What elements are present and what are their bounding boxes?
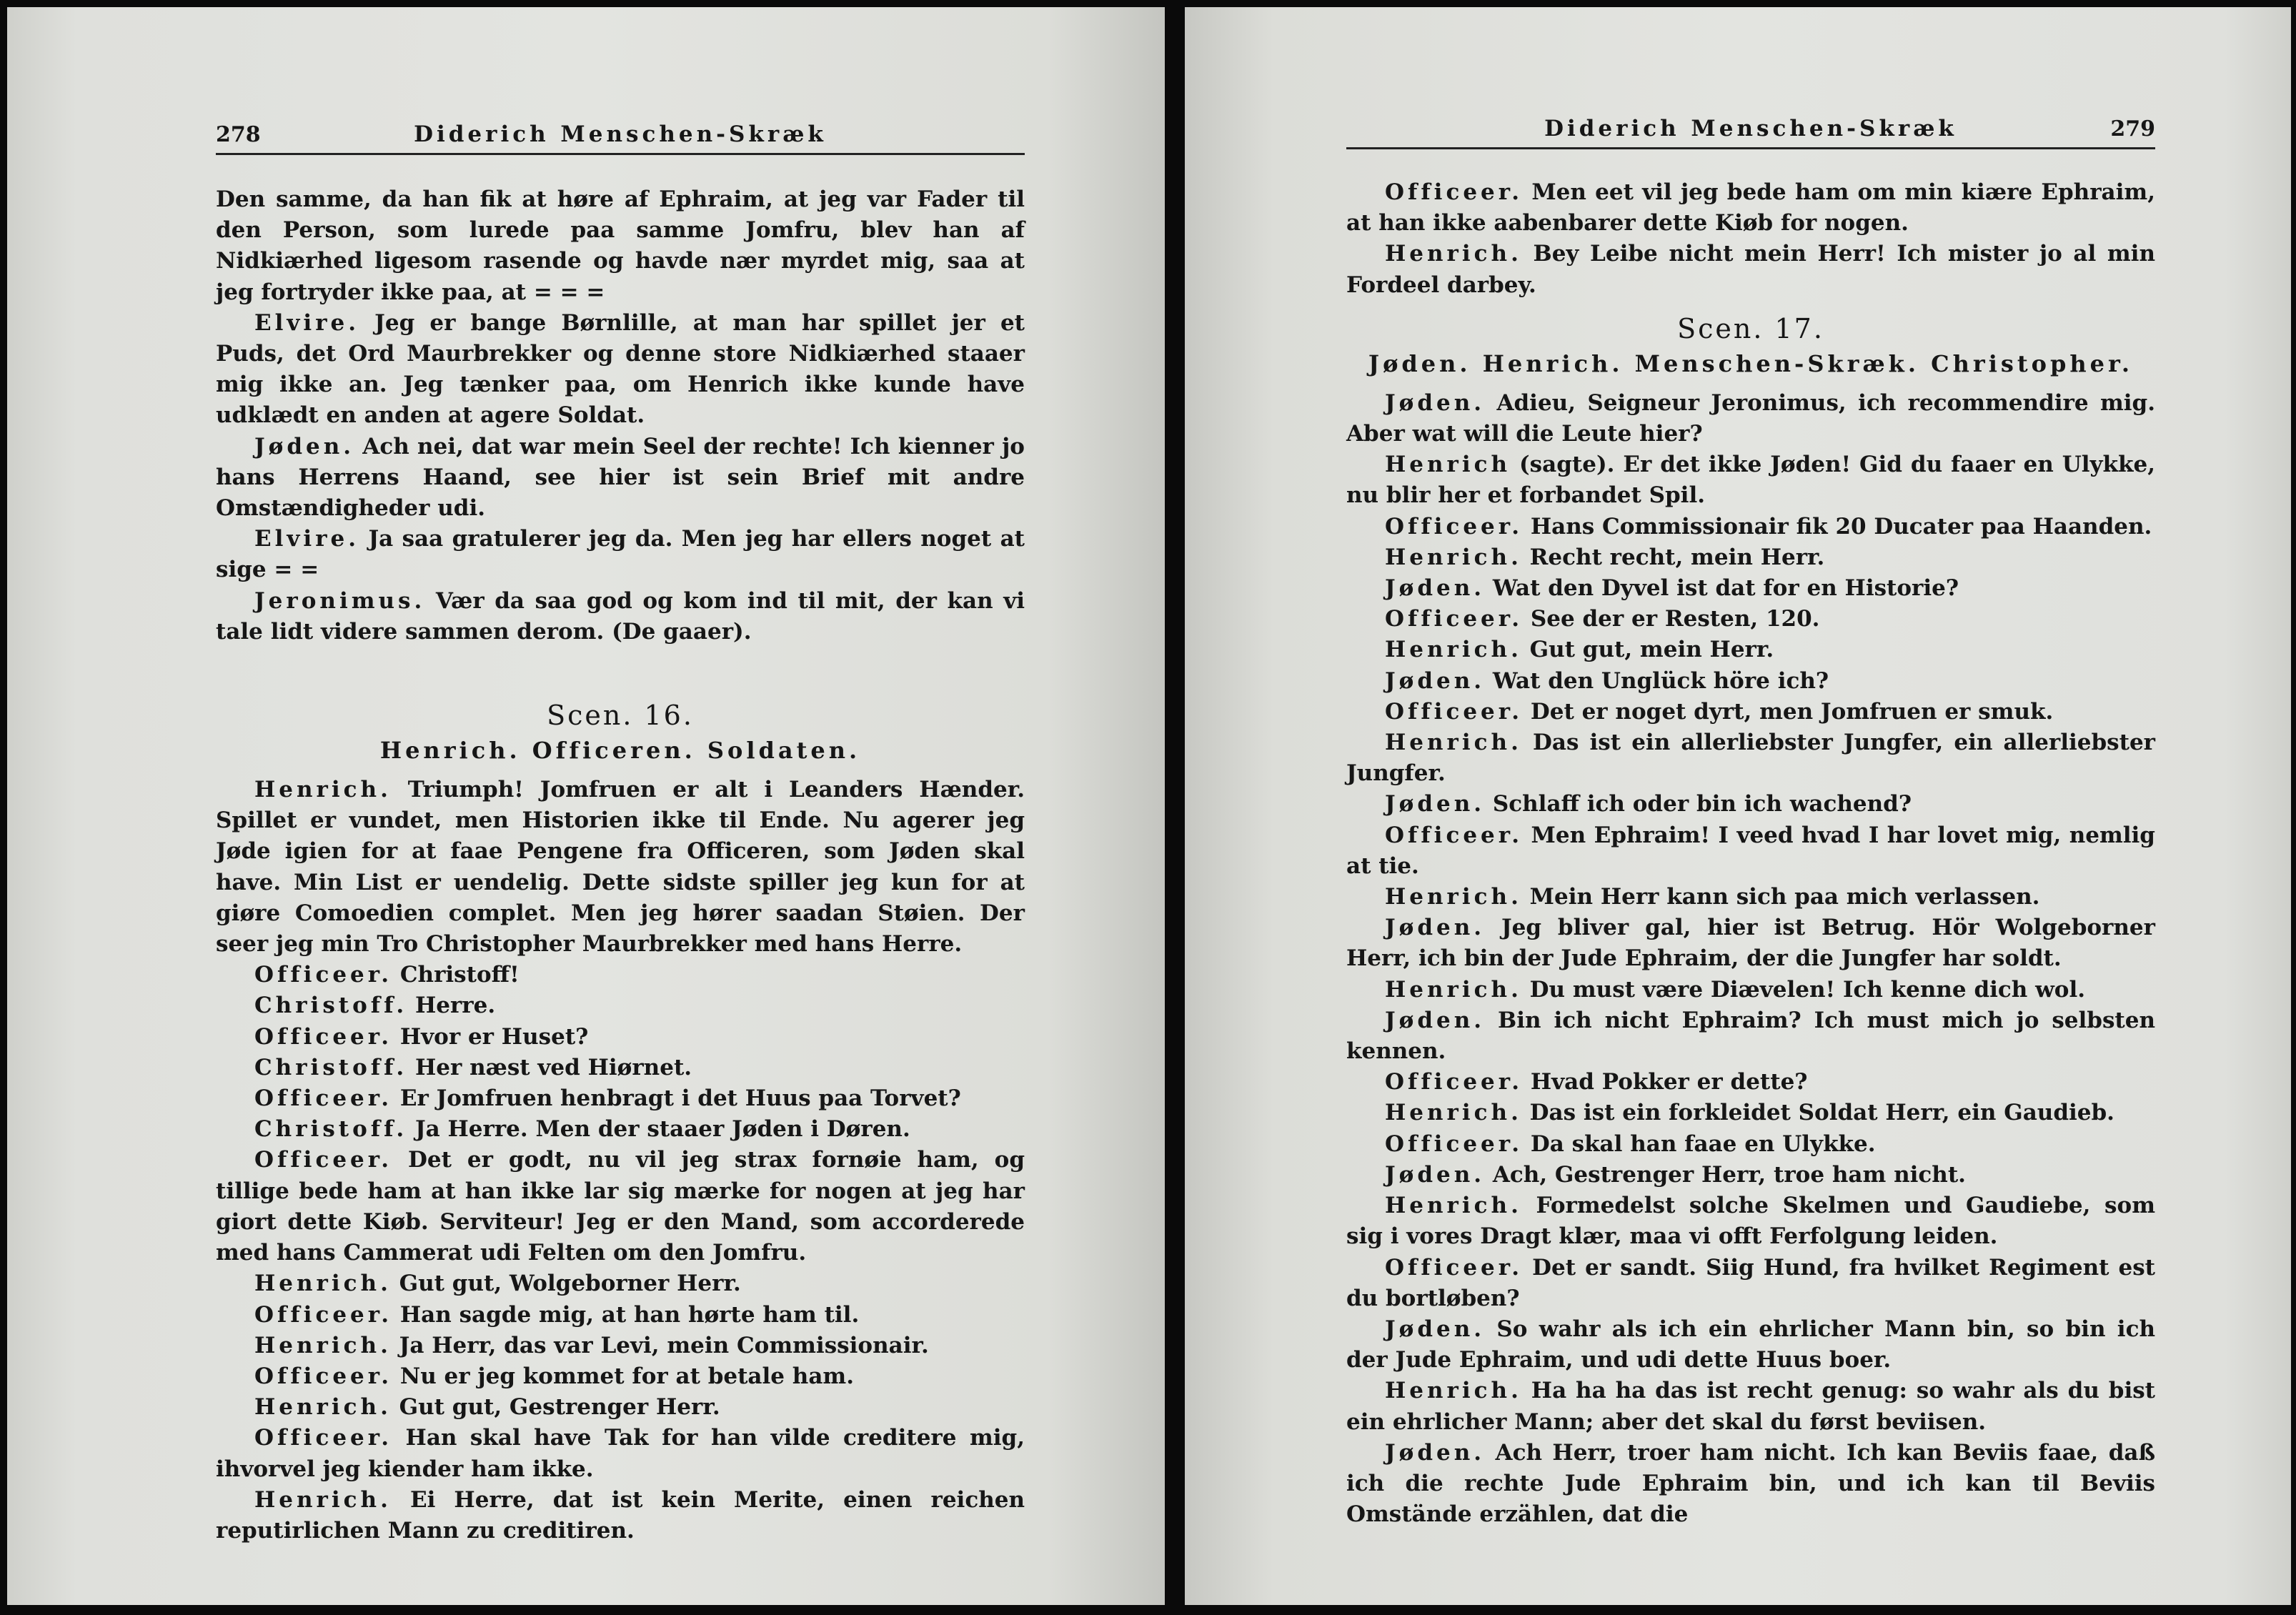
- scene-title: Scen. 16.: [547, 700, 694, 732]
- dialogue-line: Jøden. Schlaff ich oder bin ich wachend?: [1385, 791, 1912, 818]
- dialogue-line: Officeer. Men Ephraim! I veed hvad I har lovet mig, nemlig at tie.: [1346, 822, 2155, 879]
- dialogue-line: Officeer. Men eet vil jeg bede ham om min kiære Ephraim, at han ikke aabenbarer dette Kiøb for nogen.: [1346, 179, 2155, 237]
- dialogue-line: Jøden. So wahr als ich ein ehrlicher Mann bin, so bin ich der Jude Ephraim, und udi dette Huus boer.: [1346, 1316, 2155, 1373]
- dialogue-line: Henrich. Gut gut, mein Herr.: [1385, 637, 1774, 663]
- dialogue-line: Officeer. Da skal han faae en Ulykke.: [1385, 1130, 1876, 1157]
- dialogue-line: Jøden. Ach nei, dat war mein Seel der rechte! Ich kienner jo hans Herrens Haand, see hier ist sein Brief mit andre Omstændigheder udi.: [216, 433, 1025, 522]
- running-head: [216, 113, 1025, 155]
- dialogue-line: Jøden. Wat den Unglück höre ich?: [1385, 667, 1829, 694]
- speaker: Officeer.: [254, 1085, 393, 1112]
- speaker: Henrich.: [1385, 241, 1522, 267]
- scene-cast: Henrich. Officeren. Soldaten.: [379, 737, 861, 765]
- dialogue-line: Officeer. See der er Resten, 120.: [1385, 606, 1820, 632]
- speaker: Officeer.: [254, 1023, 393, 1050]
- speaker: Elvire.: [254, 526, 360, 552]
- dialogue-line: Jøden. Ach, Gestrenger Herr, troe ham nicht.: [1385, 1161, 1966, 1188]
- speaker: Henrich.: [254, 1394, 392, 1421]
- speaker: Jøden.: [1385, 915, 1486, 941]
- speaker: Henrich.: [1385, 637, 1522, 663]
- speaker: Henrich.: [1385, 1193, 1522, 1219]
- speaker: Henrich.: [1385, 884, 1522, 910]
- speaker: Christoff.: [254, 1054, 408, 1080]
- speaker: Henrich.: [1385, 1100, 1522, 1126]
- speaker: Jøden.: [1385, 1439, 1486, 1466]
- left-page-body: [216, 184, 1025, 1546]
- dialogue-line: Jøden. Wat den Dyvel ist dat for en Historie?: [1385, 575, 1959, 602]
- speaker: Officeer.: [1385, 606, 1524, 632]
- dialogue-line: Officeer. Han skal have Tak for han vilde creditere mig, ihvorvel jeg kiender ham ikke.: [216, 1425, 1025, 1482]
- dialogue-line: Officeer. Christoff!: [254, 962, 520, 988]
- dialogue-line: Henrich. Gut gut, Gestrenger Herr.: [254, 1394, 720, 1421]
- dialogue-line: Henrich. Du must være Diævelen! Ich kenne dich wol.: [1385, 976, 2086, 1003]
- speaker: Officeer.: [1385, 513, 1524, 540]
- dialogue-line: Jøden. Ach Herr, troer ham nicht. Ich kan Beviis faae, daß ich die rechte Jude Ephraim bin, und ich kan til Beviis Omstände erzählen, dat die: [1346, 1439, 2156, 1528]
- speaker: Henrich: [1385, 452, 1511, 478]
- speaker: Henrich.: [254, 1332, 392, 1358]
- dialogue-line: Henrich. Ha ha ha das ist recht genug: so wahr als du bist ein ehrlicher Mann; aber det skal du først beviisen.: [1346, 1378, 2155, 1435]
- speaker: Christoff.: [254, 1116, 408, 1143]
- speaker: Henrich.: [1385, 730, 1522, 756]
- dialogue-line: Officeer. Han sagde mig, at han hørte ham til.: [254, 1301, 860, 1328]
- dialogue-line: Henrich. Gut gut, Wolgeborner Herr.: [254, 1271, 741, 1297]
- dialogue-line: Henrich. Bey Leibe nicht mein Herr! Ich mister jo al min Fordeel darbey.: [1346, 241, 2155, 298]
- speaker: Henrich.: [1385, 1378, 1522, 1404]
- left-page: [7, 7, 1165, 1605]
- dialogue-line: Officeer. Hvor er Huset?: [254, 1023, 589, 1050]
- speaker: Officeer.: [254, 1301, 393, 1328]
- dialogue-line: Henrich. Ei Herre, dat ist kein Merite, einen reichen reputirlichen Mann zu creditiren.: [216, 1486, 1025, 1544]
- dialogue-line: Officeer. Det er godt, nu vil jeg strax fornøie ham, og tillige bede ham at han ikke lar sig mærke for nogen at jeg har giort dette Kiøb. Serviteur! Jeg er den Mand, som accorderede med hans Cammerat udi Felten om den Jomfru.: [216, 1147, 1025, 1266]
- dialogue-line: Den samme, da han fik at høre af Ephraim, at jeg var Fader til den Person, som lurede paa samme Jomfru, blev han af Nidkiærhed ligesom rasende og havde nær myrdet mig, saa at jeg fortryder ikke paa, at = = =: [216, 187, 1025, 305]
- speaker: Officeer.: [1385, 822, 1524, 848]
- speaker: Henrich.: [254, 1486, 392, 1513]
- page-number: 279: [2110, 116, 2155, 141]
- dialogue-line: Henrich. Triumph! Jomfruen er alt i Leanders Hænder. Spillet er vundet, men Historien ikke til Ende. Nu agerer jeg Jøde igien for at faae Pengene fra Officeren, som Jøden skal have. Min List er uendelig. Dette sidste spiller jeg kun for at giøre Comoedien complet. Men jeg hører saadan Støien. Der seer jeg min Tro Christopher Maurbrekker med hans Herre.: [216, 777, 1025, 958]
- right-page: [1185, 7, 2291, 1605]
- scene-title: Scen. 17.: [1677, 312, 1824, 344]
- right-page-body: [1346, 177, 2155, 1530]
- page-number: 278: [216, 122, 261, 147]
- dialogue-line: Officeer. Hans Commissionair fik 20 Ducater paa Haanden.: [1385, 513, 2152, 540]
- speaker: Henrich.: [254, 1271, 392, 1297]
- dialogue-line: Jøden. Jeg bliver gal, hier ist Betrug. Hör Wolgeborner Herr, ich bin der Jude Ephraim, der die Jungfer har soldt.: [1346, 915, 2155, 972]
- speaker: Elvire.: [254, 309, 360, 336]
- speaker: Officeer.: [254, 1425, 393, 1451]
- dialogue-line: Henrich. Das ist ein allerliebster Jungfer, ein allerliebster Jungfer.: [1346, 730, 2155, 787]
- dialogue-line: Officeer. Nu er jeg kommet for at betale ham.: [254, 1363, 855, 1389]
- speaker: Jøden.: [1385, 389, 1486, 416]
- dialogue-line: Officeer. Er Jomfruen henbragt i det Huus paa Torvet?: [254, 1085, 961, 1112]
- dialogue-line: Jøden. Bin ich nicht Ephraim? Ich must mich jo selbsten kennen.: [1346, 1007, 2156, 1065]
- dialogue-line: Elvire. Jeg er bange Børnlille, at man har spillet jer et Puds, det Ord Maurbrekker og denne store Nidkiærhed staaer mig ikke an. Jeg tænker paa, om Henrich ikke kunde have udklædt en anden at agere Soldat.: [216, 309, 1025, 429]
- speaker: Henrich.: [1385, 976, 1522, 1003]
- dialogue-line: Christoff. Ja Herre. Men der staaer Jøden i Døren.: [254, 1116, 910, 1143]
- speaker: Jøden.: [1385, 1316, 1486, 1342]
- speaker: Jøden.: [1385, 667, 1486, 694]
- dialogue-line: Henrich. Recht recht, mein Herr.: [1385, 544, 1825, 570]
- dialogue-line: Officeer. Det er sandt. Siig Hund, fra hvilket Regiment est du bortløben?: [1346, 1254, 2155, 1311]
- speaker: Officeer.: [254, 1363, 393, 1389]
- dialogue-line: Henrich. Mein Herr kann sich paa mich verlassen.: [1385, 884, 2040, 910]
- running-title: Diderich Menschen-Skræk: [414, 121, 827, 147]
- dialogue-line: Christoff. Herre.: [254, 993, 496, 1019]
- speaker: Jøden.: [1385, 791, 1486, 818]
- speaker: Jøden.: [1385, 1007, 1486, 1033]
- speaker: Jøden.: [254, 433, 355, 459]
- dialogue-line: Henrich. Formedelst solche Skelmen und Gaudiebe, som sig i vores Dragt klær, maa vi offt Ferfolgung leiden.: [1346, 1193, 2155, 1250]
- dialogue-line: Officeer. Det er noget dyrt, men Jomfruen er smuk.: [1385, 698, 2054, 725]
- speaker: Officeer.: [1385, 1130, 1524, 1157]
- speaker: Henrich.: [254, 777, 392, 803]
- speaker: Officeer.: [254, 1147, 393, 1173]
- dialogue-line: Henrich. Das ist ein forkleidet Soldat Herr, ein Gaudieb.: [1385, 1100, 2114, 1126]
- speaker: Officeer.: [1385, 1069, 1524, 1095]
- speaker: Officeer.: [1385, 698, 1524, 725]
- running-title: Diderich Menschen-Skræk: [1544, 116, 1957, 141]
- speaker: Jøden.: [1385, 1161, 1486, 1188]
- dialogue-line: Jøden. Adieu, Seigneur Jeronimus, ich recommendire mig. Aber wat will die Leute hier?: [1346, 389, 2155, 447]
- running-head: [1346, 107, 2155, 149]
- dialogue-line: Henrich. Ja Herr, das var Levi, mein Commissionair.: [254, 1332, 929, 1358]
- dialogue-line: Jeronimus. Vær da saa god og kom ind til mit, der kan vi tale lidt videre sammen derom. (De gaaer).: [216, 587, 1025, 645]
- dialogue-line: Christoff. Her næst ved Hiørnet.: [254, 1054, 692, 1080]
- dialogue-line: Officeer. Hvad Pokker er dette?: [1385, 1069, 1808, 1095]
- speaker: Jeronimus.: [254, 587, 426, 614]
- speaker: Jøden.: [1385, 575, 1486, 602]
- speaker: Christoff.: [254, 993, 408, 1019]
- dialogue-line: Elvire. Ja saa gratulerer jeg da. Men jeg har ellers noget at sige = =: [216, 526, 1025, 583]
- speaker: Officeer.: [1385, 179, 1524, 205]
- dialogue-line: Henrich (sagte). Er det ikke Jøden! Gid du faaer en Ulykke, nu blir her et forbandet Spil.: [1346, 452, 2156, 509]
- speaker: Officeer.: [1385, 1254, 1524, 1281]
- scene-cast: Jøden. Henrich. Menschen-Skræk. Christopher.: [1368, 349, 2134, 377]
- speaker: Officeer.: [254, 962, 393, 988]
- speaker: Henrich.: [1385, 544, 1522, 570]
